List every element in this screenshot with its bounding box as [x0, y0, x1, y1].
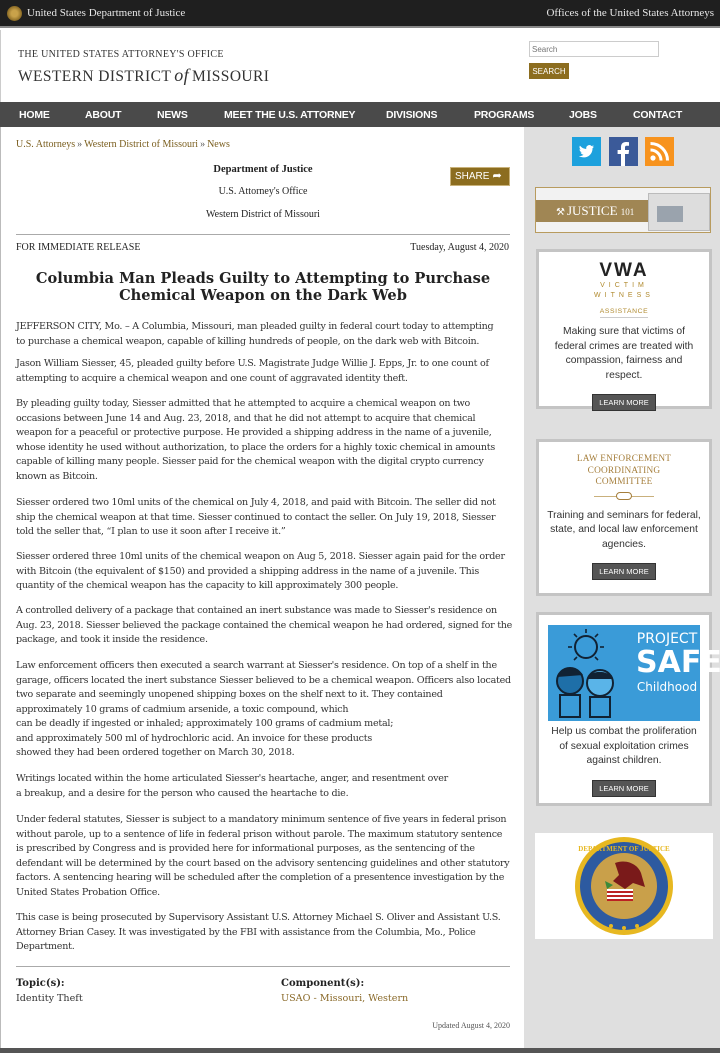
breadcrumb-separator: »: [200, 139, 206, 150]
psc-logo-line: PROJECT: [636, 631, 698, 647]
paragraph-line: to purchase a chemical weapon, capable of killing hundreds of people, on the dark web with Bitcoin.: [16, 335, 480, 347]
paragraph-line: quantity of the chemical weapon has the capacity to kill approximately 300 people.: [16, 580, 399, 591]
paragraph-line: is prescribed by Congress and is provided here for informational purposes, as the sentencing of the: [16, 843, 475, 854]
justice-101-text: JUSTICE: [566, 203, 618, 218]
website-screenshot-image: [648, 193, 710, 231]
title-line: Columbia Man Pleads Guilty to Attempting to Purchase: [35, 270, 491, 287]
district-name: Western District of Missouri: [206, 209, 320, 220]
paragraph-line: United States Probation Office.: [16, 886, 160, 898]
vwa-logo-line: ASSISTANCE: [600, 307, 649, 318]
paragraph-line: Writings located within the home articulated Siesser's heartache, anger, and resentment over: [16, 773, 448, 784]
nav-contact[interactable]: CONTACT: [633, 109, 683, 121]
site-subtitle: THE UNITED STATES ATTORNEY'S OFFICE: [18, 49, 224, 60]
updated-date: Updated August 4, 2020: [432, 1021, 510, 1030]
paragraph-line: can be deadly if ingested or inhaled; approximately 100 grams of cadmium metal;: [16, 718, 394, 729]
paragraph-line: factors. A sentencing hearing will be scheduled after the completion of a presentence investigation by the: [16, 872, 505, 883]
nav-jobs[interactable]: JOBS: [569, 109, 597, 121]
paragraph-line: By pleading guilty today, Siesser admitted that he attempted to acquire a chemical weapon on two: [16, 398, 471, 409]
paragraph-line: approximately 10 grams of cadmium arsenide, a toxic compound, which: [16, 703, 349, 715]
paragraph-line: capable of killing many people. Siesser paid for the chemical weapon with the digital crypto currency: [16, 456, 484, 467]
paragraph: [16, 659, 516, 761]
release-date: Tuesday, August 4, 2020: [410, 242, 509, 253]
justice-101-band: [536, 200, 656, 222]
title-line: Chemical Weapon on the Dark Web: [119, 287, 407, 304]
site-title[interactable]: [18, 65, 269, 86]
lecc-logo: [539, 454, 709, 489]
bottom-border: [0, 1048, 720, 1053]
paragraph-line: showed they had been ordered together on March 30, 2018.: [16, 747, 295, 758]
lecc-logo-line: COORDINATING: [587, 465, 661, 476]
vwa-logo: VWA: [599, 260, 649, 281]
paragraph: [16, 911, 516, 955]
site-title-part1: WESTERN DISTRICT: [18, 68, 172, 85]
paragraph-line: Siesser ordered three 10ml units of the chemical weapon on Aug 5, 2018. Siesser again paid for the order: [16, 551, 505, 562]
paragraph-line: told the seller that, “I plan to use it soon after I receive it.”: [16, 526, 286, 537]
doj-seal-icon: [7, 6, 22, 21]
share-arrow-icon: ➦: [492, 170, 502, 182]
vwa-logo-line: WITNESS: [594, 291, 654, 299]
paragraph-line: ship the chemical weapon at that time. Siesser continued to contact the seller. On July 19, 2018, Siesser: [16, 511, 496, 523]
paragraph: [16, 320, 516, 349]
paragraph-line: Siesser ordered two 10ml units of the chemical on July 4, 2018, and paid with Bitcoin. The seller did not: [16, 497, 496, 508]
nav-divisions[interactable]: DIVISIONS: [386, 109, 438, 121]
paragraph-line: defendant will be determined by the court based on the advisory sentencing guidelines and other statutory: [16, 857, 510, 869]
vwa-description: Making sure that victims of federal crimes are treated with compassion, fairness and respect.: [554, 326, 694, 381]
agency-name: Department of Justice: [213, 164, 313, 175]
paragraph-line: This case is being prosecuted by Supervisory Assistant U.S. Attorney Michael S. Oliver and Assistant U.S.: [16, 912, 501, 923]
topics-value: Identity Theft: [16, 993, 83, 1004]
paragraph-line: Jason William Siesser, 45, pleaded guilty before U.S. Magistrate Judge Willie J. Epps, Jr. to one count of: [16, 358, 489, 369]
paragraph-line: Aug. 23, 2018. Siesser believed the package contained the chemical weapon he had ordered, signed for the: [16, 619, 513, 631]
vwa-card: [536, 249, 712, 409]
paragraph-line: package, and took it inside the residence.: [16, 634, 208, 645]
nav-home[interactable]: HOME: [19, 109, 50, 121]
vwa-learn-more-button[interactable]: LEARN MORE: [592, 394, 656, 411]
paragraph-line: without parole, up to a sentence of life in federal prison without parole. The maximum statutory sentence: [16, 828, 503, 840]
paragraph-line: two separate and seemingly unopened shipping boxes on the shelf next to it. They contained: [16, 689, 443, 700]
breadcrumb-separator: »: [77, 139, 83, 150]
paragraph-line: a breakup, and a desire for the person who caused the heartache to die.: [16, 787, 349, 799]
lecc-description: Training and seminars for federal, state, and local law enforcement agencies.: [547, 509, 701, 550]
paragraph-line: Law enforcement officers then executed a search warrant at Siesser's residence. On top of a shelf in the: [16, 660, 497, 671]
project-safe-childhood-card: [536, 612, 722, 806]
paragraph-line: whose identity he used without authorization, to place the orders for a highly toxic chemical in amounts: [16, 441, 496, 453]
divider: [16, 966, 510, 967]
nav-meet-the-us-attorney[interactable]: MEET THE U.S. ATTORNEY: [224, 109, 356, 121]
paragraph: [16, 813, 516, 900]
seal-text: DEPARTMENT OF JUSTICE: [578, 845, 670, 853]
paragraph-line: Under federal statutes, Siesser is subject to a mandatory minimum sentence of five years in federal prison: [16, 814, 507, 825]
top-bar: [0, 0, 720, 28]
paragraph-line: occasions between June 14 and Aug. 23, 2018, and that he did not attempt to acquire that chemical: [16, 412, 476, 424]
lecc-logo-line: LAW ENFORCEMENT: [576, 454, 672, 464]
lecc-card: [536, 439, 712, 596]
vwa-logo-line: VICTIM: [600, 282, 648, 289]
press-release-title: [16, 270, 510, 304]
release-label: FOR IMMEDIATE RELEASE: [16, 242, 141, 253]
facebook-icon[interactable]: [609, 137, 638, 166]
breadcrumb: [16, 139, 230, 150]
nav-about[interactable]: ABOUT: [85, 109, 122, 121]
site-title-part2: MISSOURI: [192, 68, 270, 85]
paragraph-line: with Bitcoin (the equivalent of $150) and provided a shipping address in the name of a juvenile. This: [16, 565, 480, 577]
paragraph: [16, 357, 516, 386]
justice-101-banner[interactable]: [535, 187, 711, 233]
paragraph-line: A controlled delivery of a package that contained an inert substance was made to Siesser's residence on: [16, 605, 497, 616]
components-label: Component(s):: [281, 978, 365, 989]
site-title-of: of: [174, 65, 190, 85]
paragraph-line: and approximately 500 ml of hydrochloric acid. An invoice for these products: [16, 732, 372, 744]
doj-home-link[interactable]: United States Department of Justice: [27, 7, 186, 19]
twitter-icon[interactable]: [572, 137, 601, 166]
psc-learn-more-button[interactable]: LEARN MORE: [592, 780, 656, 797]
share-button[interactable]: [450, 167, 510, 186]
lecc-learn-more-button[interactable]: LEARN MORE: [592, 563, 656, 580]
site-header: [0, 30, 720, 102]
gavel-icon: ⚒: [556, 207, 565, 218]
main-content: [0, 127, 524, 1048]
share-label: SHARE: [455, 171, 490, 182]
paragraph: [16, 397, 516, 484]
ornament-divider-icon: [594, 491, 654, 497]
usao-offices-link[interactable]: Offices of the United States Attorneys: [546, 7, 714, 19]
psc-logo-text: [636, 631, 722, 695]
main-nav: [0, 102, 720, 127]
office-name: U.S. Attorney's Office: [218, 186, 308, 197]
breadcrumb-news[interactable]: News: [207, 139, 230, 150]
paragraph: [16, 496, 516, 540]
components-link[interactable]: USAO - Missouri, Western: [281, 993, 409, 1004]
paragraph: [16, 772, 516, 801]
topics-label: Topic(s):: [16, 978, 65, 989]
lecc-logo-line: COMMITTEE: [595, 477, 653, 487]
rss-icon[interactable]: [645, 137, 674, 166]
doj-seal-image: [535, 833, 713, 939]
paragraph: [16, 550, 516, 594]
divider: [16, 234, 510, 235]
paragraph-line: weapon for a peaceful or protective purpose. He provided a shipping address in the name of a juvenile,: [16, 427, 492, 438]
psc-logo-line: SAFE: [636, 645, 722, 680]
breadcrumb-western-district[interactable]: Western District of Missouri: [84, 139, 199, 150]
sidebar: [524, 127, 720, 1048]
search-button[interactable]: SEARCH: [529, 63, 569, 79]
nav-news[interactable]: NEWS: [157, 109, 188, 121]
paragraph-line: Attorney Brian Casey. It was investigated by the FBI with assistance from the Columbia, Mo., Police: [16, 926, 476, 938]
doj-seal-box[interactable]: [535, 833, 713, 939]
paragraph-line: garage, officers located the inert substance Siesser believed to be a chemical weapon. Officers also located: [16, 674, 511, 686]
paragraph-line: attempting to acquire a chemical weapon and one count of aggravated identity theft.: [16, 372, 408, 384]
project-safe-childhood-logo: [548, 625, 722, 721]
psc-description: Help us combat the proliferation of sexual exploitation crimes against children.: [551, 726, 697, 767]
paragraph-line: known as Bitcoin.: [16, 470, 98, 482]
paragraph-line: JEFFERSON CITY, Mo. – A Columbia, Missouri, man pleaded guilty in federal court today to attempting: [16, 321, 494, 332]
paragraph-line: Department.: [16, 941, 75, 952]
psc-logo-line: Childhood: [636, 680, 698, 694]
justice-101-number: 101: [620, 207, 635, 217]
breadcrumb-us-attorneys[interactable]: U.S. Attorneys: [16, 139, 76, 150]
search-input[interactable]: [529, 41, 659, 57]
nav-programs[interactable]: PROGRAMS: [474, 109, 535, 121]
paragraph: [16, 604, 516, 648]
